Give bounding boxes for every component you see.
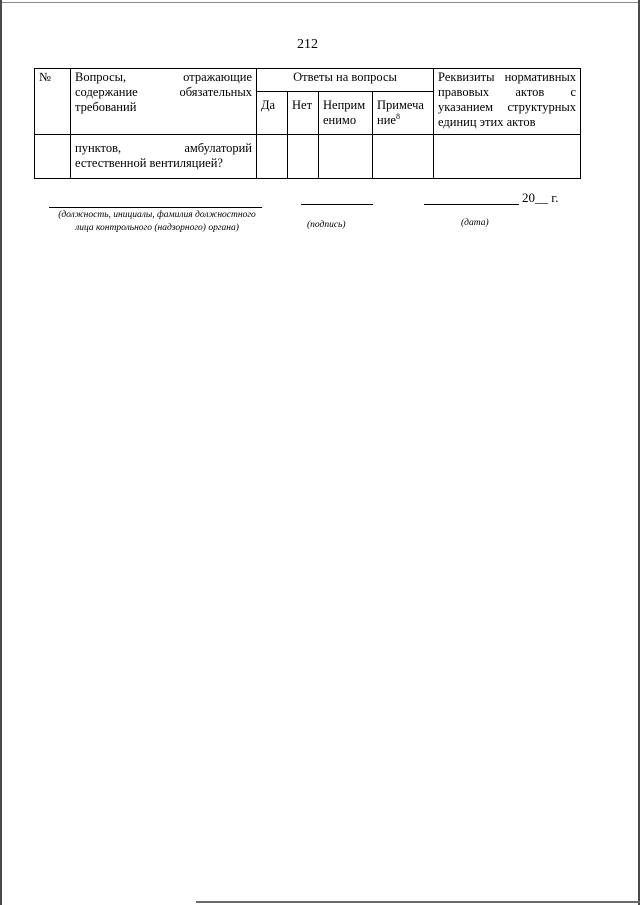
row-requisites-cell bbox=[434, 135, 581, 179]
date-caption: (дата) bbox=[461, 218, 489, 228]
row-question bbox=[71, 135, 257, 179]
row-no-cell bbox=[288, 135, 319, 179]
header-requisites bbox=[434, 69, 581, 135]
table-row bbox=[35, 135, 581, 179]
row-na-cell bbox=[319, 135, 373, 179]
date-line bbox=[424, 204, 519, 205]
header-requisites-line: Реквизиты нормативных bbox=[438, 70, 577, 84]
signature-line bbox=[301, 204, 373, 205]
header-row bbox=[35, 69, 581, 92]
row-question-line: естественной вентиляцией? bbox=[75, 156, 223, 170]
header-note: Примеча ние$^8$ bbox=[373, 92, 434, 135]
row-note-cell bbox=[373, 135, 434, 179]
scan-border-bottom bbox=[196, 901, 640, 903]
date-year: 20__ г. bbox=[522, 190, 559, 205]
header-not-applicable: Неприм енимо bbox=[319, 92, 373, 135]
page-number: 212 bbox=[297, 37, 318, 52]
row-number bbox=[35, 135, 71, 179]
row-question-line: пунктов, амбулаторий bbox=[75, 141, 252, 155]
header-number: № bbox=[35, 69, 71, 135]
position-caption: (должность, инициалы, фамилия должностного лица контрольного (надзорного) органа) bbox=[58, 210, 256, 233]
scan-border-left bbox=[0, 0, 2, 905]
signature-caption: (подпись) bbox=[307, 220, 346, 230]
row-yes-cell bbox=[257, 135, 288, 179]
footnote-mark: 8 bbox=[395, 111, 400, 121]
header-questions-line: Вопросы, отражающие bbox=[75, 70, 252, 84]
header-requisites-line: правовых актов с bbox=[438, 85, 577, 99]
header-answers: Ответы на вопросы bbox=[257, 69, 434, 92]
header-yes: Да bbox=[257, 92, 288, 135]
checklist-table bbox=[34, 68, 581, 179]
header-questions-line: требований bbox=[75, 100, 137, 114]
header-questions bbox=[71, 69, 257, 135]
position-signature-line bbox=[49, 207, 262, 208]
scan-border-top bbox=[0, 2, 640, 3]
header-requisites-line: единиц этих актов bbox=[438, 115, 536, 129]
header-no: Нет bbox=[288, 92, 319, 135]
header-questions-line: содержание обязательных bbox=[75, 85, 252, 99]
header-requisites-line: указанием структурных bbox=[438, 100, 577, 114]
